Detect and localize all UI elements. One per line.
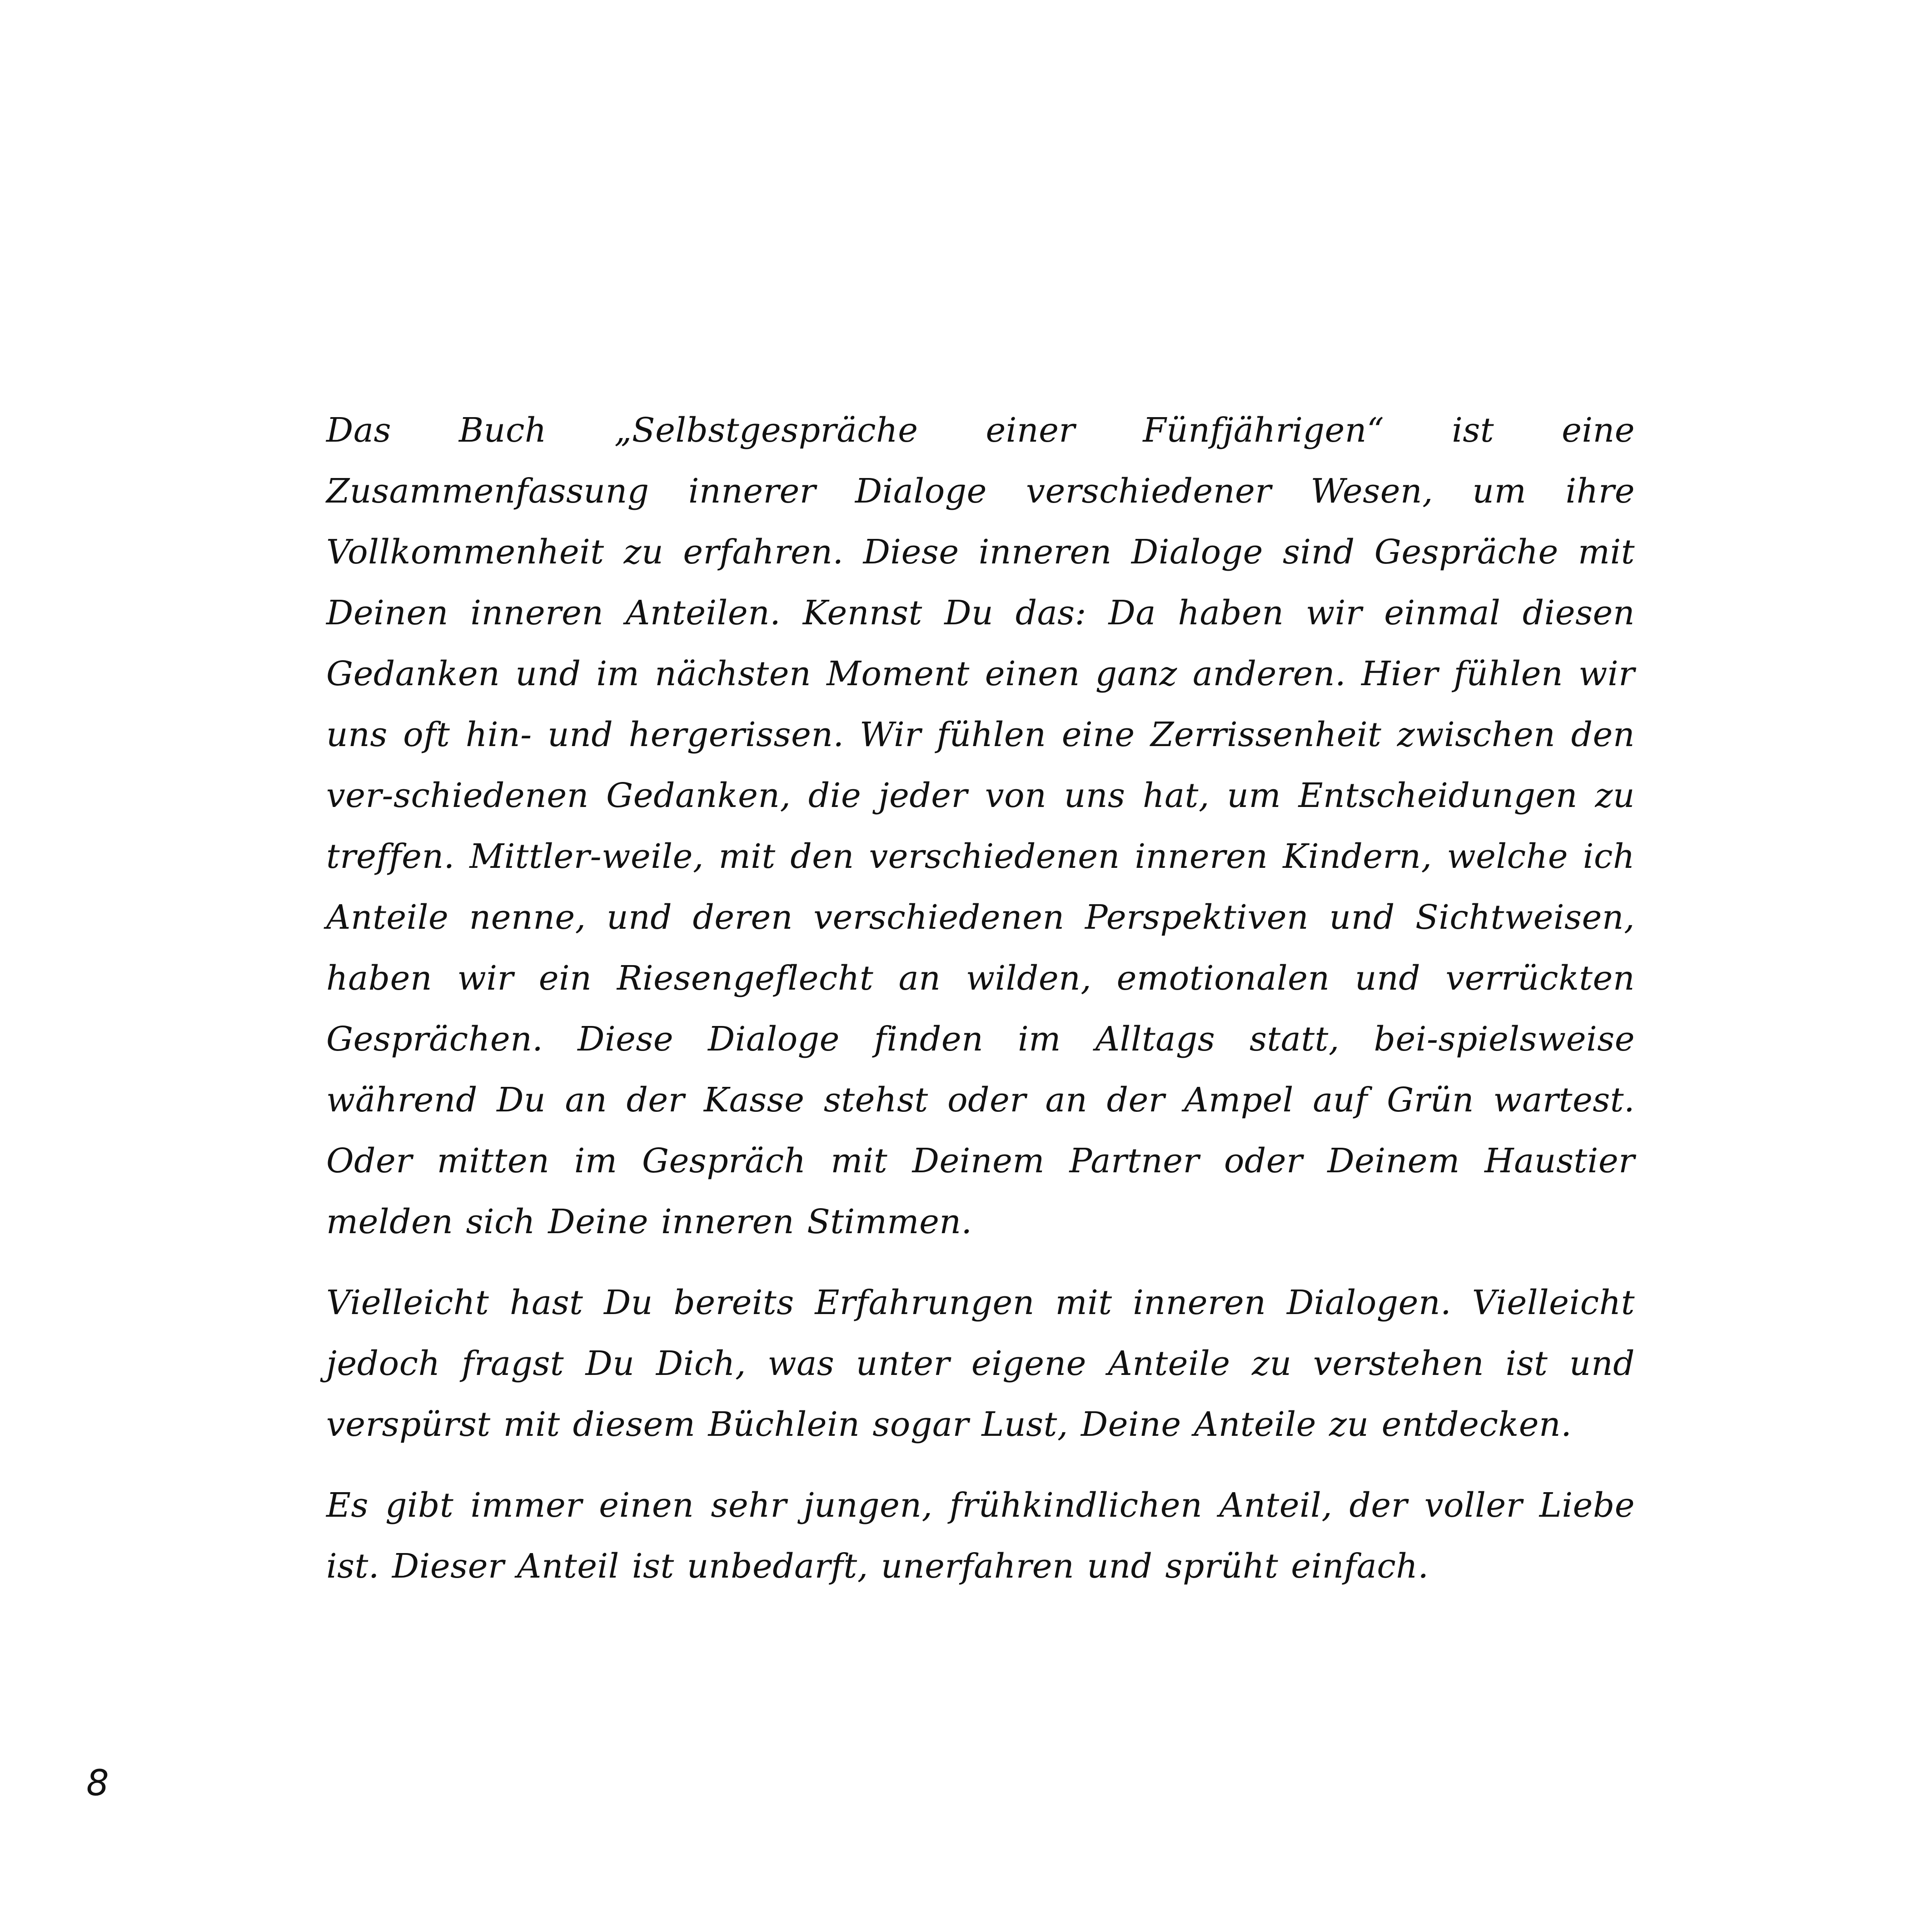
paragraph-3: Es gibt immer einen sehr jungen, frühkindlichen Anteil, der voller Liebe ist. Dieser Anteil ist unbedarft, unerfahren und sprüht einfach. bbox=[326, 1486, 1635, 1586]
paragraph-1: Das Buch „Selbstgespräche einer Fünfjährigen“ ist eine Zusammenfassung innerer Dialoge verschiedener Wesen, um ihre Vollkommenheit zu erfahren. Diese inneren Dialoge sind Gespräche mit Deinen inneren Anteilen. Kennst Du das: Da haben wir einmal diesen Gedanken und im nächsten Moment einen ganz anderen. Hier fühlen wir uns oft hin- und hergerissen. Wir fühlen eine Zerrissenheit zwischen den ver-schiedenen Gedanken, die jeder von uns hat, um Entscheidungen zu treffen. Mittler-weile, mit den verschiedenen inneren Kindern, welche ich Anteile nenne, und deren verschiedenen Perspektiven und Sichtweisen, haben wir ein Riesengeflecht an wilden, emotionalen und verrückten Gesprächen. Diese Dialoge finden im Alltags statt, bei-spielsweise während Du an der Kasse stehst oder an der Ampel auf Grün wartest. Oder mitten im Gespräch mit Deinem Partner oder Deinem Haustier melden sich Deine inneren Stimmen. bbox=[326, 411, 1635, 1241]
paragraph-2: Vielleicht hast Du bereits Erfahrungen mit inneren Dialogen. Vielleicht jedoch fragst Du Dich, was unter eigene Anteile zu verstehen ist und verspürst mit diesem Büchlein sogar Lust, Deine Anteile zu entdecken. bbox=[326, 1283, 1635, 1444]
page-number: 8 bbox=[86, 1763, 109, 1804]
body-text bbox=[326, 400, 1635, 1617]
